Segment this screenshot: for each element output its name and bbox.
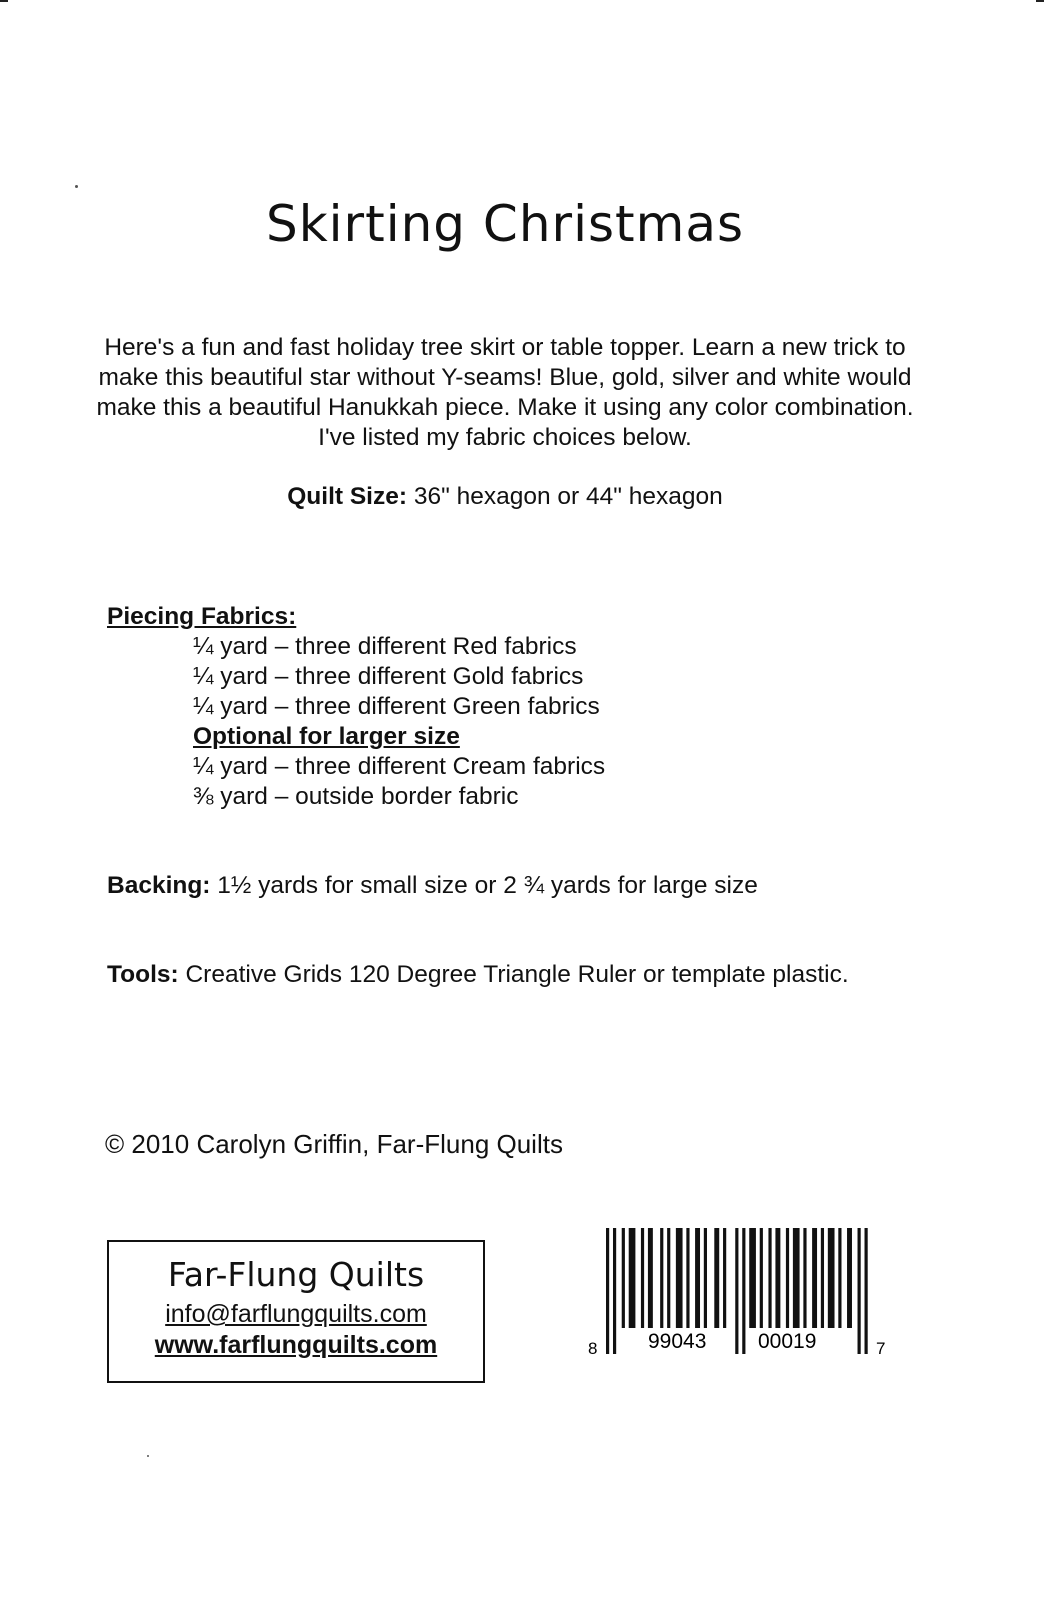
quilt-size-value: 36" hexagon or 44" hexagon [407, 483, 723, 510]
contact-box [107, 1240, 485, 1383]
copyright-notice: © 2010 Carolyn Griffin, Far-Flung Quilts [105, 1129, 563, 1159]
barcode-bar [723, 1228, 726, 1328]
barcode-bar [847, 1228, 852, 1328]
scan-speck [147, 1455, 149, 1457]
tools-line [107, 961, 849, 989]
barcode-bar [786, 1228, 789, 1328]
piecing-fabrics-heading: Piecing Fabrics: [107, 603, 297, 630]
scan-speck [75, 185, 78, 188]
barcode-group-left: 99043 [648, 1330, 707, 1353]
barcode-bar [793, 1228, 800, 1328]
barcode-guard-bar [613, 1228, 616, 1354]
barcode [582, 1228, 892, 1358]
tools-label: Tools: [107, 961, 179, 988]
barcode-bar [812, 1228, 817, 1328]
list-item: ¼ yard – three different Gold fabrics [193, 663, 584, 690]
barcode-bar [803, 1228, 806, 1328]
barcode-guard-bar [865, 1228, 868, 1354]
barcode-graphic [582, 1228, 892, 1358]
barcode-bar [838, 1228, 841, 1328]
barcode-guard-bar [742, 1228, 745, 1354]
page-title: Skirting Christmas [265, 195, 745, 253]
barcode-digit-last: 7 [876, 1339, 886, 1358]
list-item: ¼ yard – three different Green fabrics [193, 693, 600, 720]
barcode-bar [714, 1228, 719, 1328]
barcode-bar [704, 1228, 707, 1328]
barcode-guard-bar [606, 1228, 609, 1354]
barcode-bar [768, 1228, 771, 1328]
list-item: ¼ yard – three different Cream fabrics [193, 753, 606, 780]
barcode-bar [695, 1228, 700, 1328]
quilt-size-line [0, 483, 1010, 511]
barcode-guard-bar [735, 1228, 738, 1354]
page-edge-mark [0, 0, 8, 2]
list-item: ⅜ yard – outside border fabric [193, 783, 519, 810]
quilt-size-label: Quilt Size: [287, 483, 408, 510]
barcode-bars [606, 1228, 868, 1354]
barcode-bar [622, 1228, 625, 1328]
optional-larger-size-heading: Optional for larger size [193, 723, 460, 750]
tools-value: Creative Grids 120 Degree Triangle Ruler or template plastic. [178, 961, 849, 988]
page-edge-mark [1036, 0, 1044, 2]
barcode-digit-first: 8 [588, 1339, 598, 1358]
barcode-bar [641, 1228, 644, 1328]
company-name: Far-Flung Quilts [167, 1255, 425, 1294]
barcode-bar [676, 1228, 683, 1328]
barcode-guard-bar [858, 1228, 861, 1354]
barcode-bar [760, 1228, 763, 1328]
barcode-group-right: 00019 [758, 1330, 817, 1353]
fabric-list [193, 632, 605, 812]
website-link[interactable]: www.farflungquilts.com [154, 1331, 438, 1359]
email-link[interactable]: info@farflungquilts.com [165, 1300, 427, 1328]
barcode-bar [660, 1228, 663, 1328]
barcode-bar [648, 1228, 653, 1328]
barcode-bar [629, 1228, 636, 1328]
intro-paragraph: Here's a fun and fast holiday tree skirt or table topper. Learn a new trick to make this beautiful star without Y-seams! Blue, gold, silver and white would make this a beautiful Hanukkah piece. Make it using any color combination. I've listed my fabric choices below. [96, 334, 914, 451]
barcode-bar [828, 1228, 835, 1328]
barcode-bar [686, 1228, 689, 1328]
list-item: ¼ yard – three different Red fabrics [193, 633, 577, 660]
barcode-bar [775, 1228, 780, 1328]
backing-value: 1½ yards for small size or 2 ¾ yards for large size [210, 872, 758, 899]
backing-label: Backing: [107, 872, 211, 899]
barcode-bar [821, 1228, 824, 1328]
barcode-bar [749, 1228, 756, 1328]
barcode-bar [667, 1228, 670, 1328]
backing-line [107, 872, 758, 900]
